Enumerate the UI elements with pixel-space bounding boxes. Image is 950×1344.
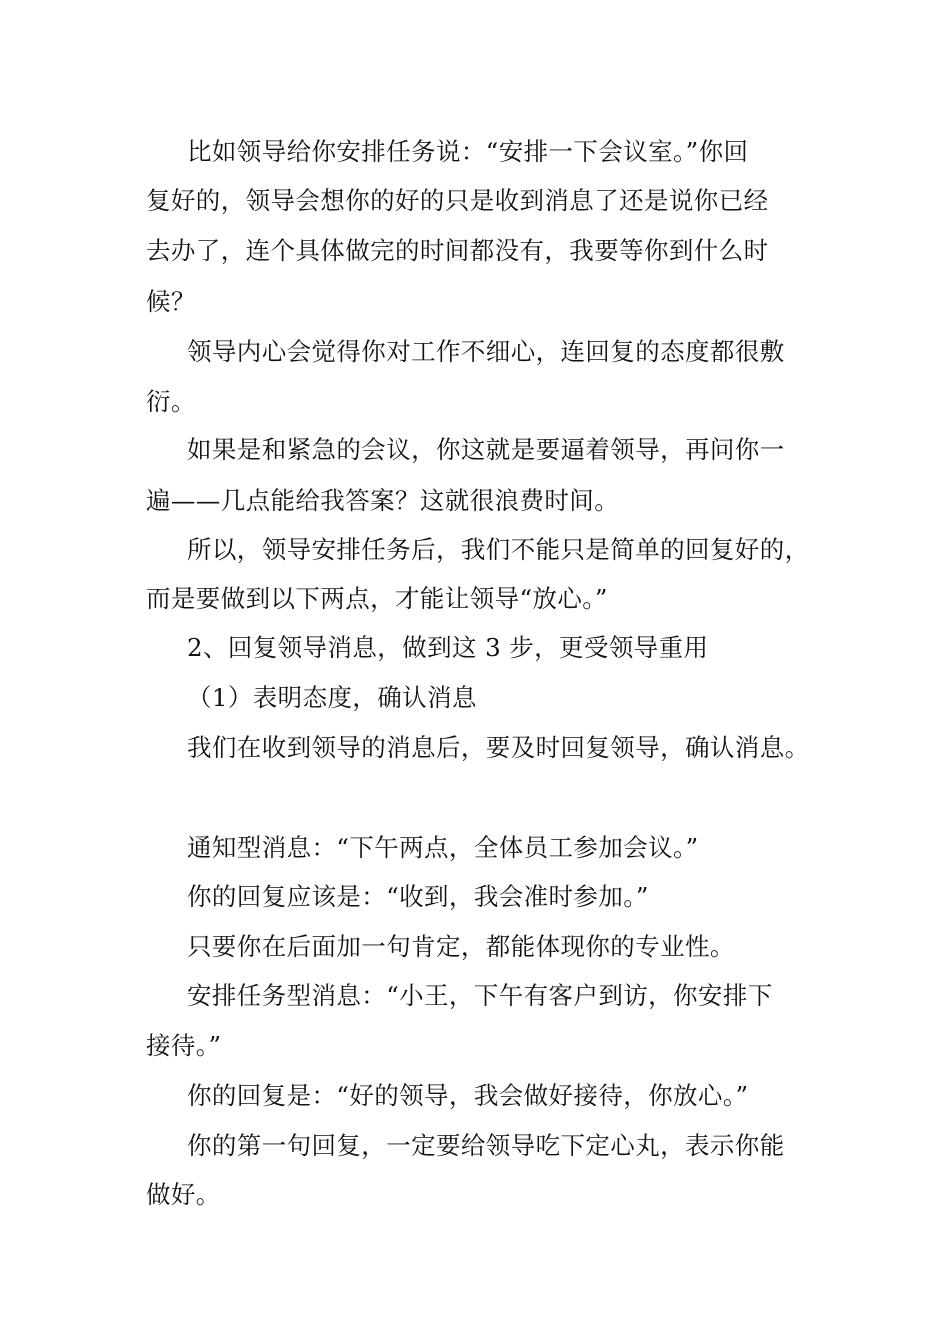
paragraph-line: 通知型消息：“下午两点，全体员工参加会议。” (187, 833, 699, 862)
paragraph-line: 候？ (146, 287, 196, 316)
paragraph-line: 你的回复应该是：“收到，我会准时参加。” (187, 882, 649, 911)
paragraph-line: 遍——几点能给我答案？这就很浪费时间。 (146, 486, 620, 515)
paragraph-line: 我们在收到领导的消息后，要及时回复领导，确认消息。 (187, 733, 810, 762)
paragraph-line: 如果是和紧急的会议，你这就是要逼着领导，再问你一 (187, 435, 785, 464)
paragraph-line: 复好的，领导会想你的好的只是收到消息了还是说你已经 (146, 186, 769, 215)
section-heading: 2、回复领导消息，做到这 3 步，更受领导重用 (187, 633, 709, 662)
paragraph-line: 领导内心会觉得你对工作不细心，连回复的态度都很敷 (187, 337, 785, 366)
paragraph-line: 而是要做到以下两点，才能让领导“放心。” (146, 584, 608, 613)
paragraph-line: 做好。 (146, 1180, 221, 1209)
paragraph-line: 你的回复是：“好的领导，我会做好接待，你放心。” (187, 1081, 749, 1110)
paragraph-line: 所以，领导安排任务后，我们不能只是简单的回复好的， (187, 535, 810, 564)
paragraph-line: 你的第一句回复，一定要给领导吃下定心丸，表示你能 (187, 1131, 785, 1160)
subsection-heading: （1）表明态度，确认消息 (187, 683, 477, 712)
paragraph-line: 安排任务型消息：“小王，下午有客户到访，你安排下 (187, 981, 773, 1010)
paragraph-line: 接待。” (146, 1031, 222, 1060)
paragraph-line: 衍。 (146, 387, 196, 416)
paragraph-line: 只要你在后面加一句肯定，都能体现你的专业性。 (187, 932, 735, 961)
paragraph-line: 比如领导给你安排任务说：“安排一下会议室。”你回 (187, 137, 749, 166)
paragraph-line: 去办了，连个具体做完的时间都没有，我要等你到什么时 (146, 236, 769, 265)
